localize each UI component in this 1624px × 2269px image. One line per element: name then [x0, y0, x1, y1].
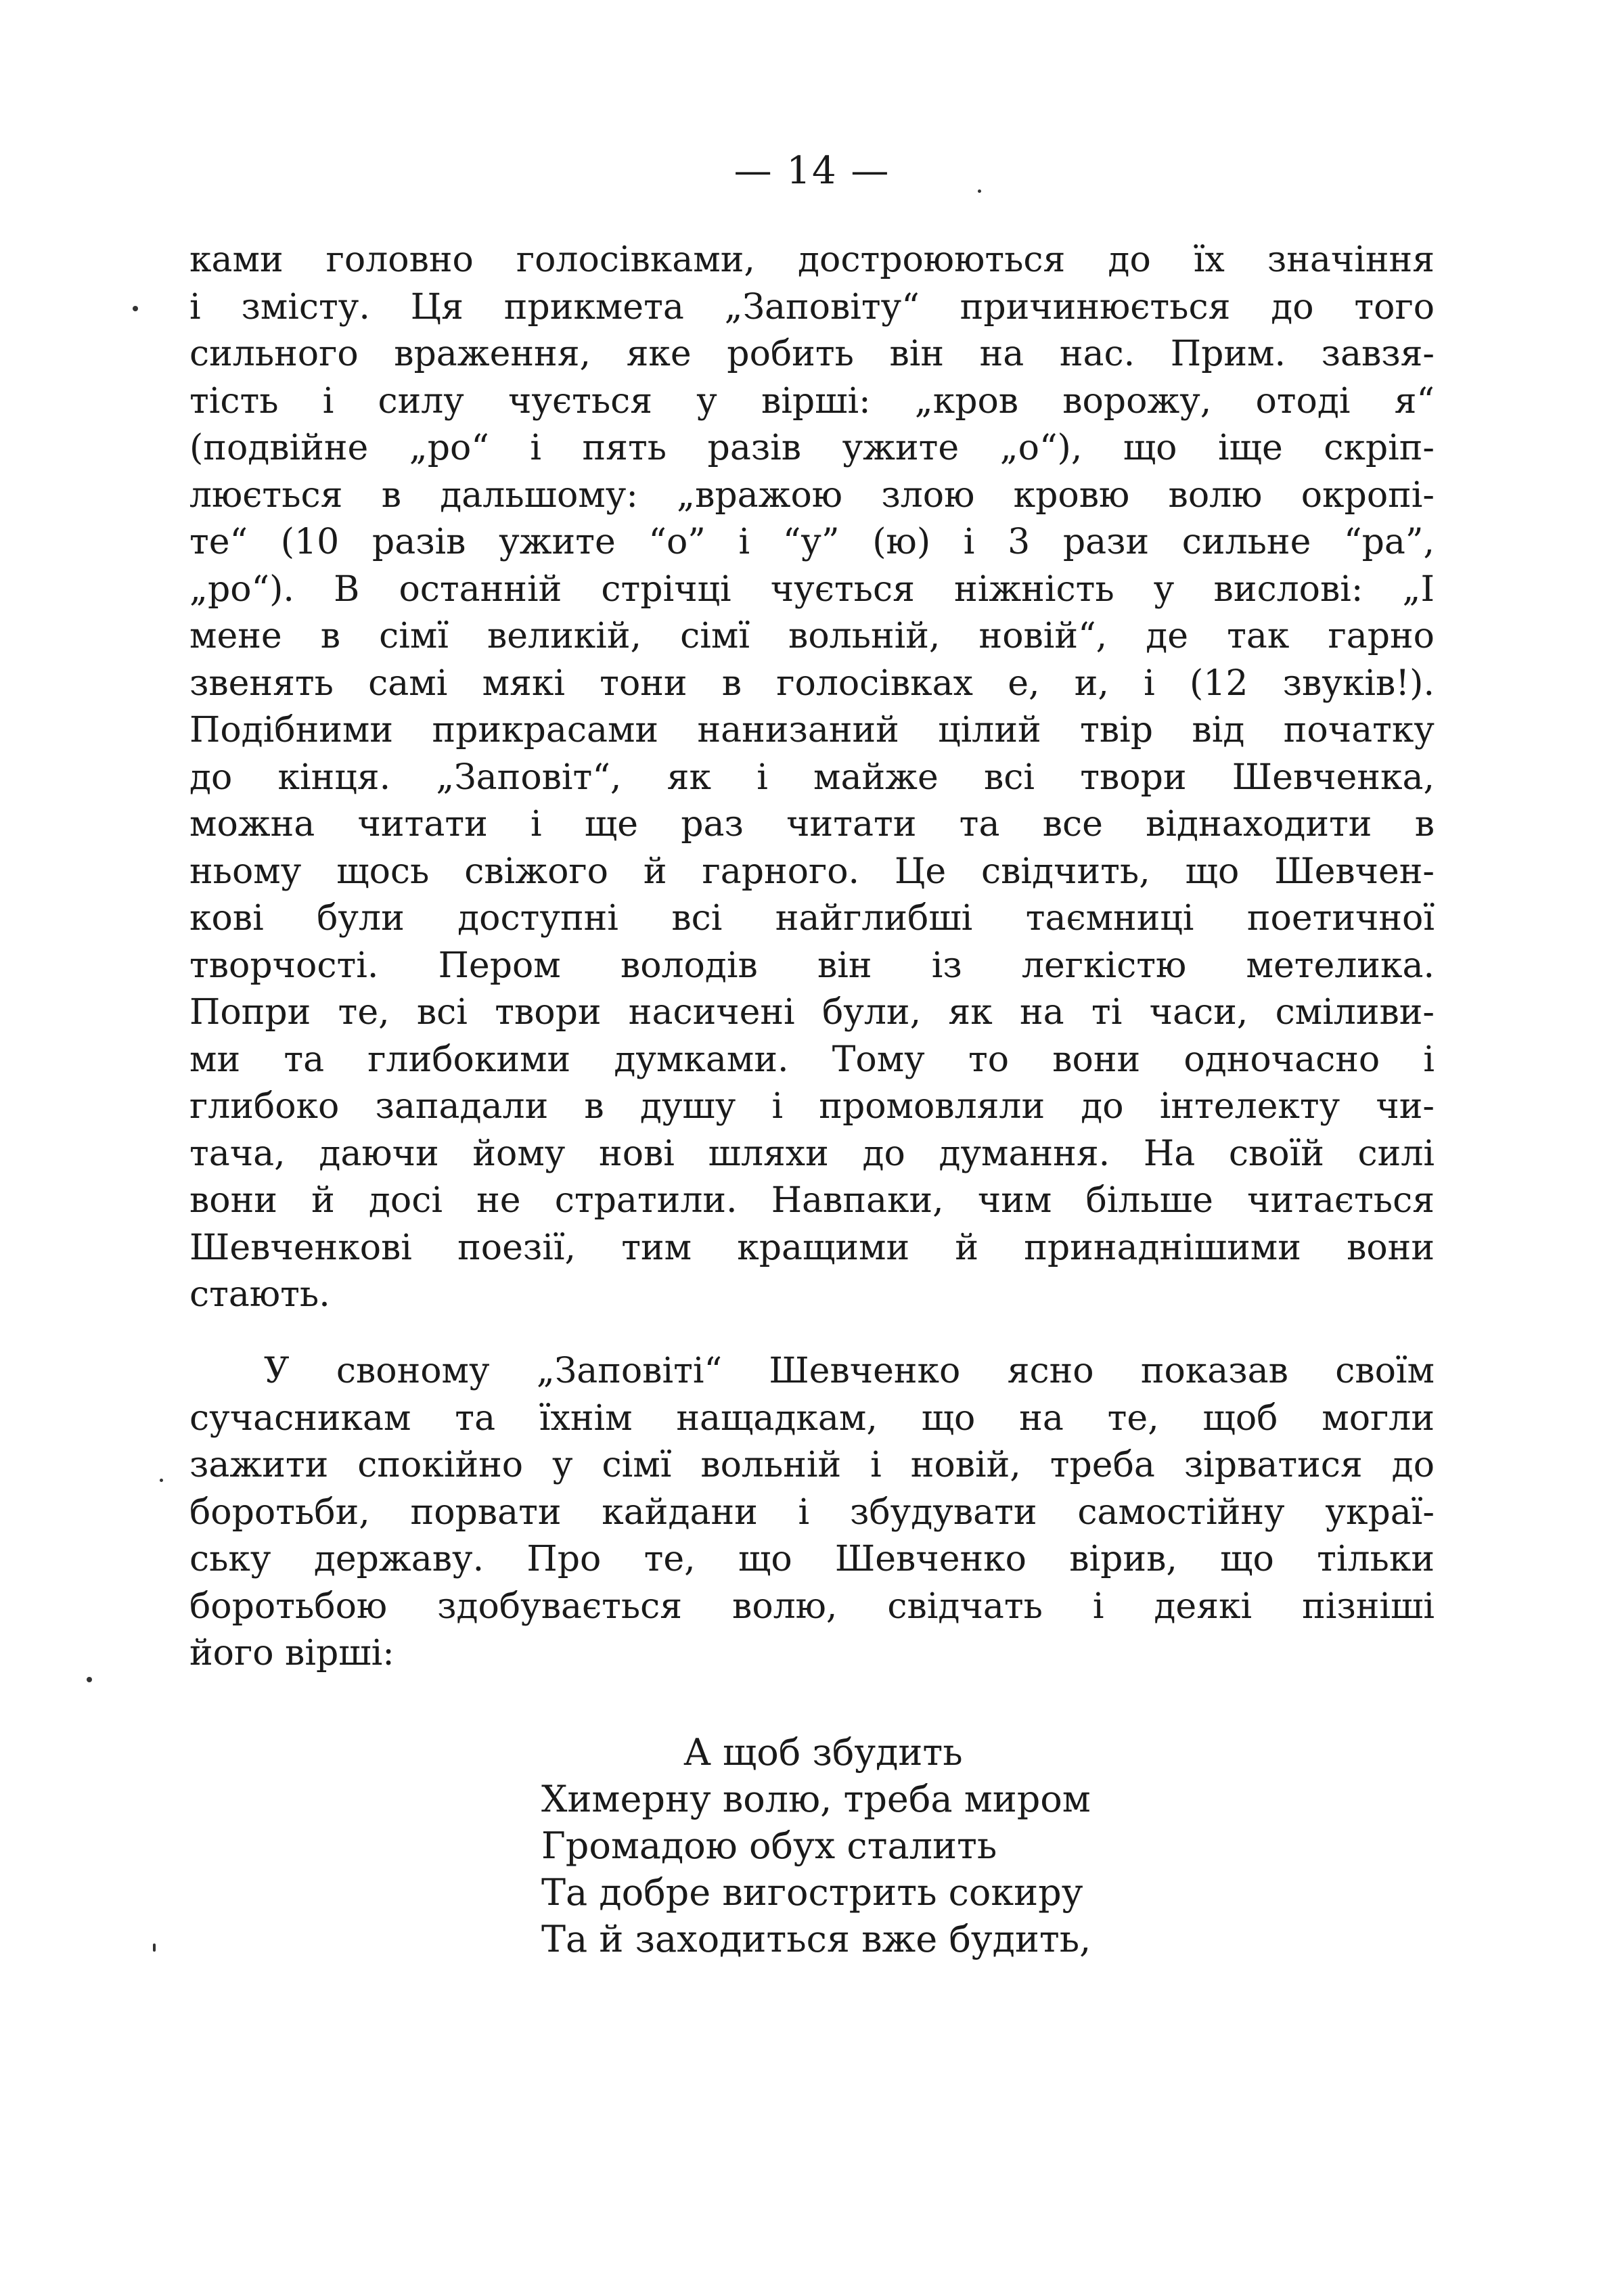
text-line: У своному „Заповіті“ Шевченко ясно показав своїм — [264, 1351, 1435, 1391]
text-line: до кінця. „Заповіт“, як і майже всі твори Шевченка, — [189, 757, 1435, 798]
scan-speck — [160, 1479, 163, 1482]
text-line: тача, даючи йому нові шляхи до думання. На своїй силі — [189, 1133, 1435, 1174]
text-line: люється в дальшому: „вражою злою кровю волю окропі- — [189, 474, 1435, 516]
text-line: те“ (10 разів ужите “о” і “у” (ю) і 3 рази сильне “ра”, — [189, 522, 1435, 562]
text-line: боротьби, порвати кайдани і збудувати самостійну украї- — [189, 1491, 1435, 1533]
verse-line: Громадою обух сталить — [541, 1824, 997, 1867]
text-line: мене в сімї великій, сімї вольній, новій“, де так гарно — [189, 616, 1435, 656]
scan-speck — [87, 1677, 92, 1682]
text-line: „ро“). В останній стрічці чується ніжність у вислові: „І — [189, 568, 1435, 610]
verse-line: Химерну волю, треба миром — [541, 1778, 1091, 1820]
text-line: його вірші: — [189, 1633, 394, 1673]
text-line: сильного враження, яке робить він на нас. Прим. завзя- — [189, 334, 1435, 374]
paragraph-2 — [189, 1348, 1435, 1678]
text-line: ми та глибокими думками. Тому то вони одночасно і — [189, 1039, 1435, 1080]
verse-line: Та й заходиться вже будить, — [541, 1918, 1091, 1960]
verse-quote — [541, 1729, 1091, 1962]
text-line: можна читати і ще раз читати та все віднаходити в — [189, 804, 1435, 845]
text-line: звенять самі мякі тони в голосівках е, и, і (12 звуків!). — [189, 662, 1435, 704]
paragraph-1 — [189, 237, 1435, 1319]
scan-speck — [133, 306, 138, 311]
scan-speck — [153, 1944, 156, 1952]
page-number: — 14 — — [734, 149, 890, 193]
text-line: і змісту. Ця прикмета „Заповіту“ причинюється до того — [189, 286, 1435, 328]
verse-line: Та добре вигострить сокиру — [541, 1871, 1083, 1914]
verse-line: А щоб збудить — [683, 1731, 963, 1774]
text-line: вони й досі не стратили. Навпаки, чим більше читається — [189, 1180, 1435, 1221]
text-line: Подібними прикрасами нанизаний цілий твір від початку — [189, 710, 1435, 750]
text-line: творчості. Пером володів він із легкістю метелика. — [189, 945, 1435, 986]
text-line: глибоко западали в душу і промовляли до інтелекту чи- — [189, 1086, 1435, 1127]
text-line: Шевченкові поезії, тим кращими й принаднішими вони — [189, 1227, 1435, 1268]
text-line: сучасникам та їхнім нащадкам, що на те, щоб могли — [189, 1397, 1435, 1439]
text-line: (подвійне „ро“ і пять разів ужите „о“), що іще скріп- — [189, 428, 1435, 468]
text-line: ками головно голосівками, достроюються до їх значіння — [189, 240, 1435, 280]
scan-speck — [978, 189, 981, 193]
text-line: тість і силу чується у вірші: „кров ворожу, отоді я“ — [189, 380, 1435, 422]
text-line: кові були доступні всі найглибші таємниці поетичної — [189, 898, 1435, 939]
text-line: Попри те, всі твори насичені були, як на ті часи, сміливи- — [189, 992, 1435, 1033]
text-line: боротьбою здобувається волю, свідчать і деякі пізніші — [189, 1586, 1435, 1627]
text-line: ську державу. Про те, що Шевченко вірив, що тільки — [189, 1539, 1435, 1579]
text-line: зажити спокійно у сімї вольній і новій, треба зірватися до — [189, 1445, 1435, 1485]
text-line: стають. — [189, 1274, 330, 1315]
text-line: ньому щось свіжого й гарного. Це свідчить, що Шевчен- — [189, 851, 1435, 892]
